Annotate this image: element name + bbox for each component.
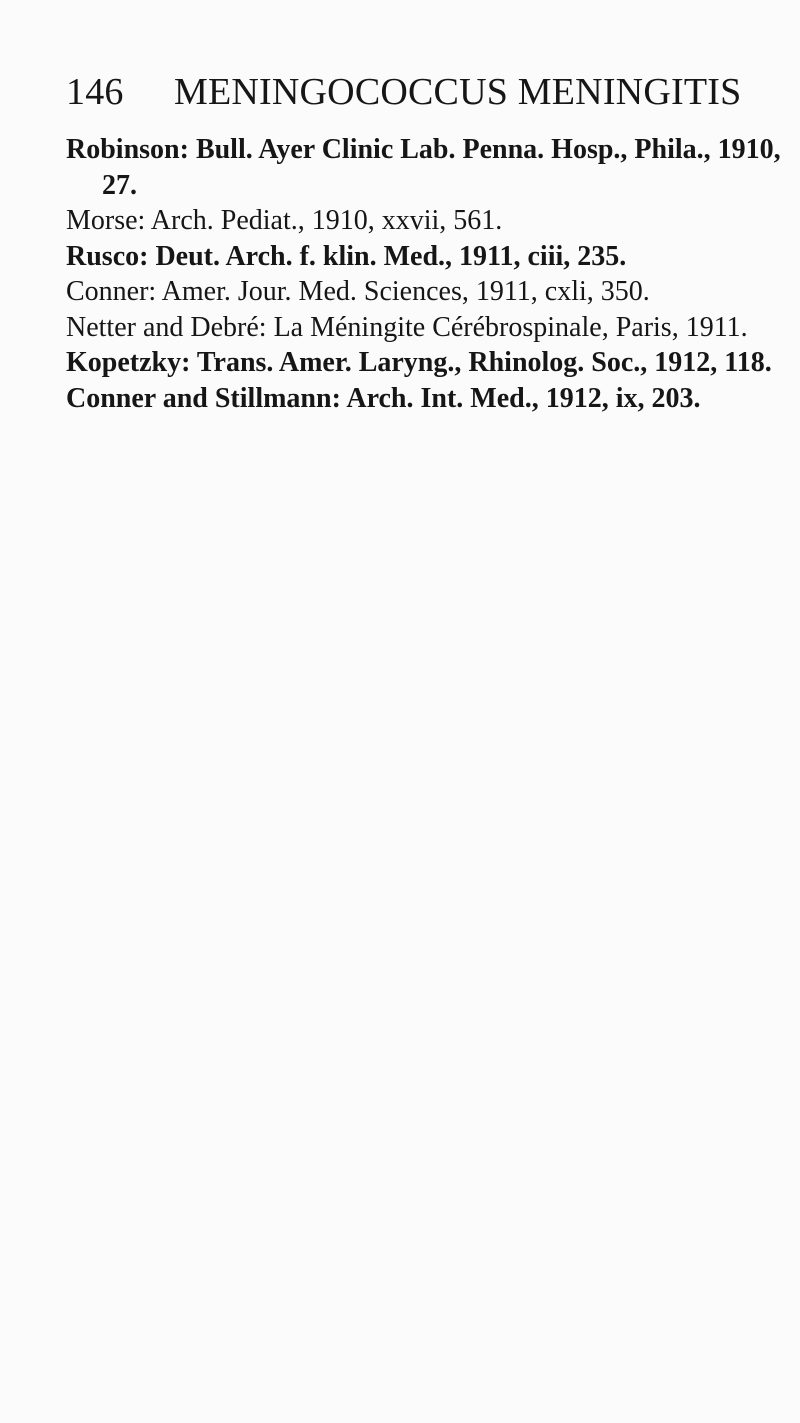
reference-list xyxy=(66,132,786,416)
reference-citation: Deut. Arch. f. klin. Med., 1911, ciii, 235. xyxy=(155,240,627,272)
reference-author: Conner: xyxy=(66,276,162,307)
reference-citation: La Méningite Cérébrospinale, Paris, 1911. xyxy=(273,311,748,343)
reference-item xyxy=(66,274,786,310)
page-header xyxy=(66,70,786,116)
reference-item xyxy=(66,203,786,239)
reference-item xyxy=(66,132,786,203)
reference-author: Conner and Stillmann: xyxy=(66,382,347,414)
running-title: MENINGOCOCCUS MENINGITIS xyxy=(174,71,742,113)
reference-citation: Arch. Int. Med., 1912, ix, 203. xyxy=(346,382,701,414)
reference-citation: Bull. Ayer Clinic Lab. Penna. Hosp., Phila., 1910, 27. xyxy=(102,134,781,201)
reference-item xyxy=(66,310,786,346)
reference-item xyxy=(66,345,786,381)
reference-citation: Arch. Pediat., 1910, xxvii, 561. xyxy=(150,205,503,236)
page-number: 146 xyxy=(66,71,124,113)
reference-author: Morse: xyxy=(66,205,151,236)
reference-item xyxy=(66,239,786,275)
reference-author: Rusco: xyxy=(66,240,156,272)
reference-author: Netter and Debré: xyxy=(66,311,274,343)
reference-author: Robinson: xyxy=(66,134,196,165)
reference-author: Kopetzky: xyxy=(66,347,197,378)
reference-citation: Trans. Amer. Laryng., Rhinolog. Soc., 1912, 118. xyxy=(196,347,772,378)
reference-item xyxy=(66,381,786,417)
reference-citation: Amer. Jour. Med. Sciences, 1911, cxli, 350. xyxy=(161,276,650,307)
